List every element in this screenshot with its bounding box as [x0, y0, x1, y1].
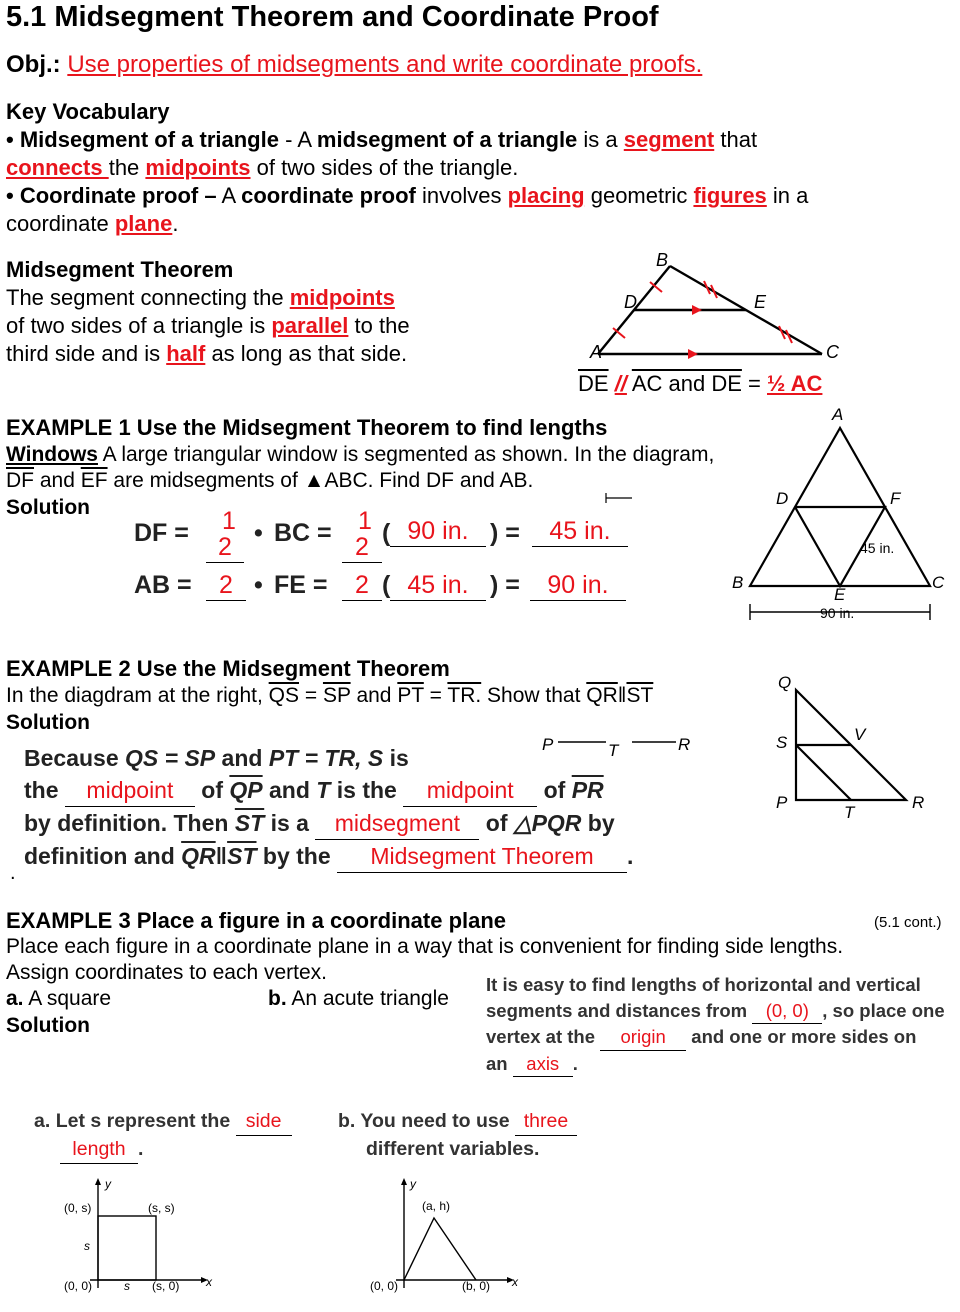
segment-st	[796, 745, 851, 800]
text: the	[108, 155, 146, 180]
part-b-text: An acute triangle	[286, 987, 449, 1010]
text: A large triangular window is segmented as shown. In the diagram,	[97, 443, 715, 466]
example2-solution-label: Solution	[6, 711, 90, 734]
parallel-arrow-de	[692, 305, 702, 315]
triangle-shape	[404, 1218, 476, 1280]
pqr-triangle-diagram	[770, 668, 940, 828]
axis-x-label: x	[512, 1275, 518, 1289]
seg-de: $\overline{DE}$	[578, 371, 609, 396]
text: is a	[577, 127, 624, 152]
label-45in: 45 in.	[860, 540, 895, 556]
label: a.	[34, 1110, 51, 1132]
objective-label: Obj.:	[6, 51, 61, 78]
label-d: D	[624, 292, 637, 312]
text: as long as that side.	[205, 341, 408, 366]
equals: =	[429, 684, 442, 707]
text: that	[714, 127, 758, 152]
theorem-line3	[6, 340, 407, 368]
vertex-0s: (0, s)	[64, 1201, 92, 1215]
example3-line2: Assign coordinates to each vertex.	[6, 961, 328, 984]
text: and	[34, 469, 81, 492]
fill-axis: axis	[513, 1051, 573, 1078]
fill-90in: 90 in.	[390, 516, 486, 547]
label-a: A	[590, 342, 603, 362]
side-s-label: s	[84, 1239, 90, 1253]
text: ABC. Find DF and AB.	[324, 469, 534, 492]
frac-num: 1	[222, 507, 236, 535]
seg-st-2: $\overline{ST}$	[227, 843, 257, 869]
text: by	[587, 810, 615, 836]
frac-den: 2	[206, 532, 244, 563]
paren: (	[382, 519, 391, 547]
vocab-midsegment-line1	[6, 126, 757, 154]
text: in a	[766, 183, 809, 208]
text: and	[269, 777, 310, 803]
text: of two sides of the triangle.	[250, 155, 519, 180]
label-f: F	[890, 489, 901, 508]
fill-parallel: parallel	[271, 313, 349, 338]
term-midsegment-2: midsegment of a triangle	[316, 127, 578, 152]
objective	[6, 50, 702, 80]
vocab-heading: Key Vocabulary	[6, 99, 170, 124]
label-a: A	[832, 405, 844, 424]
vertex-00: (0, 0)	[64, 1279, 93, 1293]
example1-heading: EXAMPLE 1 Use the Midsegment Theorem to find lengths	[6, 415, 608, 440]
text: by definition. Then	[24, 810, 229, 836]
label-p: P	[776, 793, 788, 812]
example1-solution-label: Solution	[6, 496, 90, 519]
example2-line1	[6, 683, 653, 709]
seg-st: $\overline{ST}$	[626, 684, 654, 707]
equals: =	[748, 371, 761, 396]
theorem-line2	[6, 312, 410, 340]
solution-a	[34, 1108, 292, 1164]
fill-90in-answer: 90 in.	[530, 570, 626, 601]
label-b: B	[732, 573, 744, 592]
fill-midsegment: midsegment	[315, 807, 479, 840]
fill-half-ac: ½ AC	[767, 371, 823, 396]
continued-label: (5.1 cont.)	[874, 914, 942, 931]
text: .	[627, 843, 634, 869]
text: definition and	[24, 843, 175, 869]
seg-ef: $\overline{EF}$	[80, 469, 108, 492]
term-coordinate-proof-2: coordinate proof	[241, 183, 416, 208]
text: The segment connecting the	[6, 285, 290, 310]
theorem-line1	[6, 284, 395, 312]
parallel-symbol: ‖	[617, 684, 627, 707]
fill-segment: segment	[623, 127, 715, 152]
text: vertex at the	[486, 1026, 595, 1047]
fill-side: side	[236, 1108, 292, 1136]
label-c: C	[826, 342, 839, 362]
text: Let s represent the	[55, 1110, 231, 1132]
label-90in: 90 in.	[820, 605, 855, 621]
paren: (	[382, 571, 391, 599]
easy-line2	[486, 998, 945, 1025]
text: In the diagdram at the right,	[6, 684, 269, 707]
axis-y-label: y	[410, 1177, 416, 1191]
fill-origin: origin	[600, 1024, 686, 1051]
term-coordinate-proof: Coordinate proof –	[19, 183, 217, 208]
fill-parallel-symbol: //	[614, 371, 627, 396]
frac-num-2: 1	[358, 507, 372, 535]
text: of two sides of a triangle is	[6, 313, 272, 338]
text: third side and is	[6, 341, 167, 366]
text: A	[216, 183, 242, 208]
fill-three: three	[515, 1108, 577, 1136]
text: - A	[278, 127, 317, 152]
triangle-coordinate-graph	[364, 1176, 534, 1302]
ab-equals: AB =	[134, 571, 192, 599]
seg-tr: TR.	[447, 684, 482, 707]
qs-sp: QS = SP	[125, 745, 216, 771]
text: involves	[415, 183, 508, 208]
windows: Windows	[6, 443, 98, 466]
text: is	[389, 745, 409, 771]
parallel-arrow-ac	[688, 349, 698, 359]
label-t: T	[844, 803, 855, 822]
label-p: P	[542, 735, 554, 754]
vertex-s0: (s, 0)	[152, 1279, 180, 1293]
seg-qr: $\overline{QR}$	[586, 684, 618, 707]
example3-solution-label: Solution	[6, 1014, 90, 1037]
text: are midsegments of	[107, 469, 304, 492]
vocab-midsegment-line2	[6, 154, 518, 182]
bullet: •	[6, 183, 14, 208]
seg-qr: $\overline{QR}$	[181, 843, 216, 869]
fill-midpoints: midpoints	[289, 285, 395, 310]
seg-df: $\overline{DF}$	[6, 469, 34, 492]
paren-equals: ) =	[490, 571, 520, 599]
fill-45in: 45 in.	[390, 570, 486, 601]
label-b: B	[656, 250, 669, 270]
seg-ac-and-de: AC and DE	[631, 371, 742, 396]
sol-line4	[24, 840, 633, 873]
fill-half: half	[166, 341, 206, 366]
vocab-coord-line2	[6, 210, 178, 238]
label-r: R	[912, 793, 925, 812]
text: and one or more sides on	[691, 1026, 917, 1047]
example3-line1: Place each figure in a coordinate plane in a way that is convenient for finding side lengths.	[6, 935, 844, 958]
example1-line2	[6, 468, 533, 494]
text: Because	[24, 745, 119, 771]
text: geometric	[584, 183, 694, 208]
vertex-ah: (a, h)	[422, 1199, 451, 1213]
label-s: S	[776, 733, 788, 752]
seg-sp: $\overline{SP}$	[322, 684, 351, 707]
theorem-heading: Midsegment Theorem	[6, 257, 234, 282]
vertex-b0: (b, 0)	[462, 1279, 491, 1293]
fill-connects: connects	[6, 155, 109, 180]
example3-heading: EXAMPLE 3 Place a figure in a coordinate plane	[6, 908, 507, 933]
label-t: T	[608, 741, 619, 758]
label-d: D	[776, 489, 789, 508]
text: .	[138, 1138, 144, 1160]
triangle-symbol: ▲	[303, 469, 325, 492]
text: .	[572, 1052, 578, 1074]
frac-den-2: 2	[342, 532, 382, 563]
page-title: 5.1 Midsegment Theorem and Coordinate Proof	[6, 1, 659, 33]
paren-equals: ) =	[490, 519, 520, 547]
square-shape	[98, 1216, 156, 1280]
text: by the	[262, 843, 331, 869]
vertex-ss: (s, s)	[148, 1201, 175, 1215]
text: of	[201, 777, 223, 803]
bullet: •	[6, 127, 14, 152]
text: is a	[270, 810, 309, 836]
example2-solution	[24, 742, 633, 873]
label-e: E	[754, 292, 767, 312]
times-dot: •	[254, 571, 263, 599]
part-a-text: A square	[23, 987, 112, 1010]
example2-heading: EXAMPLE 2 Use the Midsegment Theorem	[6, 656, 450, 681]
axis-y-label: y	[105, 1177, 111, 1191]
text: coordinate	[6, 211, 115, 236]
fill-plane: plane	[114, 211, 173, 236]
text: different variables.	[366, 1138, 540, 1160]
example3-part-a	[6, 986, 111, 1012]
sol-line2	[24, 774, 633, 807]
equals: =	[304, 684, 318, 707]
text: and	[221, 745, 263, 771]
fill-origin-coords: (0, 0)	[752, 998, 822, 1025]
text: .	[172, 211, 179, 236]
label-q: Q	[778, 673, 792, 692]
theorem-result	[578, 370, 822, 398]
text: the	[24, 777, 59, 803]
fill-2-b: 2	[342, 570, 382, 601]
seg-qs: $\overline{QS}$	[268, 684, 299, 707]
sol-line1	[24, 742, 633, 774]
easy-line3	[486, 1024, 945, 1051]
easy-line4	[486, 1051, 945, 1078]
vocab-coord-line1	[6, 182, 808, 210]
label-r: R	[678, 735, 691, 754]
times-dot: •	[254, 519, 263, 547]
fill-placing: placing	[507, 183, 585, 208]
part-a-label: a.	[6, 987, 24, 1010]
label-c: C	[932, 573, 945, 592]
seg-qp: $\overline{QP}$	[229, 777, 263, 803]
fill-midpoint-1: midpoint	[65, 774, 195, 807]
square-coordinate-graph	[58, 1176, 228, 1302]
vertex-00: (0, 0)	[370, 1279, 399, 1293]
fill-2: 2	[206, 570, 246, 601]
part-b-label: b.	[268, 987, 287, 1010]
bc-equals: BC =	[274, 519, 332, 547]
sol-line3	[24, 807, 633, 840]
text: of	[543, 777, 566, 803]
fill-figures: figures	[693, 183, 767, 208]
text: , so place one	[822, 999, 945, 1021]
text: to the	[348, 313, 410, 338]
text: an	[486, 1052, 508, 1074]
axis-x-label: x	[206, 1275, 212, 1289]
window-triangle-diagram	[604, 400, 954, 628]
point-t: T	[316, 777, 331, 803]
text: of	[485, 810, 508, 836]
theorem-triangle-diagram	[570, 246, 860, 370]
text: You need to use	[360, 1110, 510, 1132]
label-v: V	[854, 725, 866, 744]
easy-block	[486, 972, 945, 1077]
text: is the	[336, 777, 397, 803]
term-midsegment: Midsegment of a triangle	[19, 127, 279, 152]
fill-midpoint-2: midpoint	[403, 774, 537, 807]
triangle-pqr: △PQR	[513, 810, 582, 836]
easy-line1: It is easy to find lengths of horizontal and vertical	[486, 974, 921, 995]
parallel-symbol: ‖	[215, 843, 228, 869]
pt-tr-s: PT = TR, S	[268, 745, 384, 771]
solution-b	[338, 1108, 577, 1163]
seg-pt: $\overline{PT}$	[397, 684, 424, 707]
text: Show that	[487, 684, 581, 707]
bottom-s-label: s	[124, 1279, 130, 1293]
df-equals: DF =	[134, 519, 189, 547]
fill-midsegment-theorem: Midsegment Theorem	[337, 840, 627, 873]
fill-midpoints: midpoints	[145, 155, 251, 180]
label: b.	[338, 1110, 356, 1132]
example3-part-b	[268, 986, 449, 1012]
objective-text: Use properties of midsegments and write coordinate proofs.	[67, 51, 703, 78]
seg-st: $\overline{ST}$	[234, 810, 265, 836]
fill-length: length	[60, 1136, 138, 1164]
label-e: E	[834, 585, 846, 604]
fill-45in-answer: 45 in.	[532, 516, 628, 547]
seg-pr: $\overline{PR}$	[571, 777, 604, 803]
stray-dot: .	[10, 862, 16, 884]
fe-equals: FE =	[274, 571, 328, 599]
text: and	[356, 684, 392, 707]
text: segments and distances from	[486, 999, 748, 1021]
